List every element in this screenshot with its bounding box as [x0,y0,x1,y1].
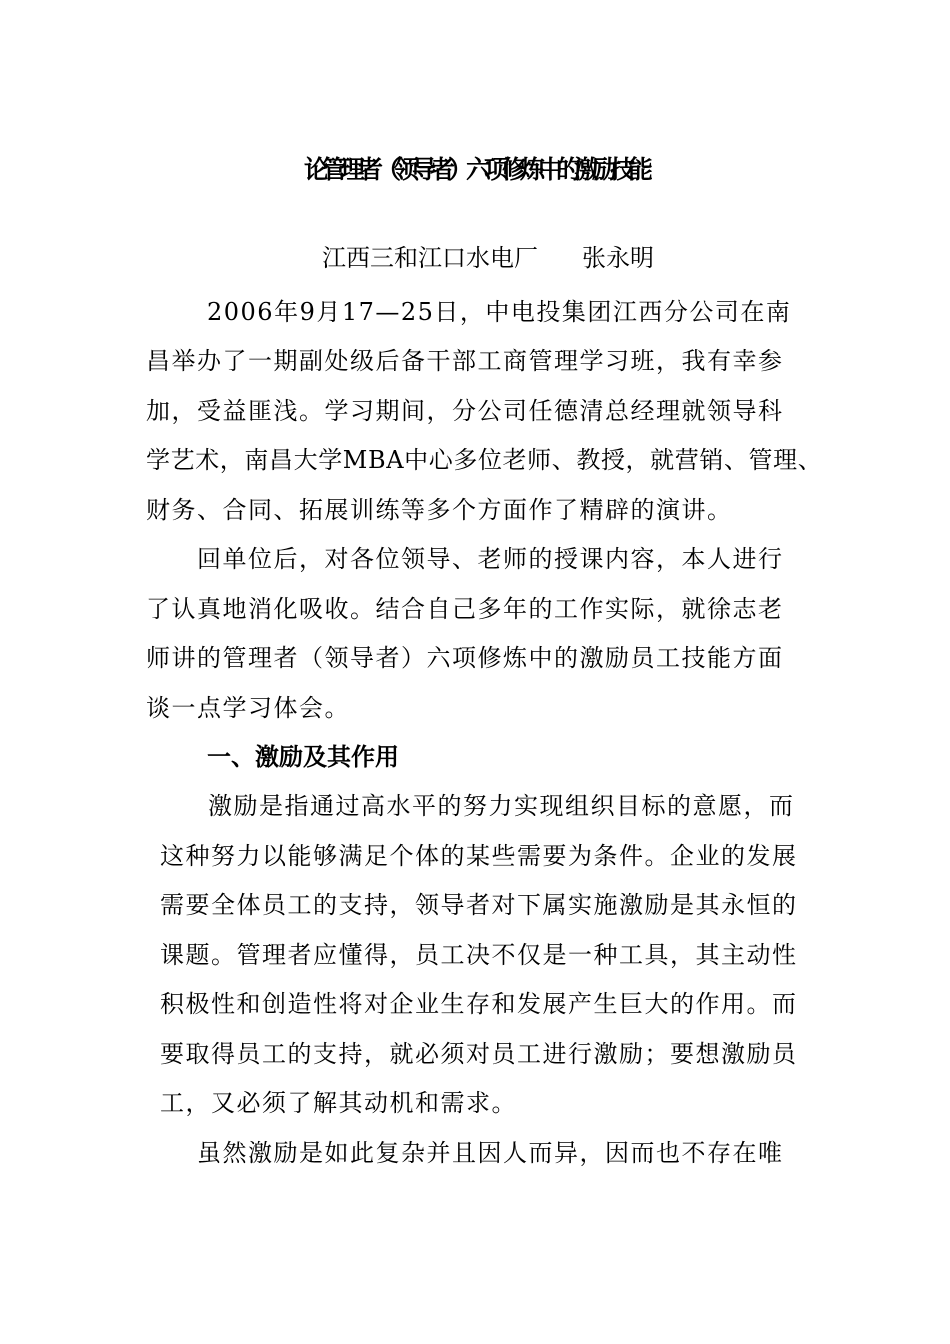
paragraph-2-line-2: 了认真地消化吸收。结合自己多年的工作实际，就徐志老 [146,595,784,623]
paragraph-1-line-5: 财务、合同、拓展训练等多个方面作了精辟的演讲。 [146,496,733,524]
paragraph-2-line-3: 师讲的管理者（领导者）六项修炼中的激励员工技能方面 [146,644,784,672]
author-name: 张永明 [582,244,654,272]
paragraph-2-line-1: 回单位后，对各位领导、老师的授课内容，本人进行 [197,545,784,573]
paragraph-4-line-1: 虽然激励是如此复杂并且因人而异，因而也不存在唯 [197,1139,784,1167]
document-title: 论管理者（领导者）六项修炼中的激励技能 [303,155,646,184]
paragraph-1-line-3: 加，受益匪浅。学习期间，分公司任德清总经理就领导科 [146,397,784,425]
author-organization: 江西三和江口水电厂 [322,244,538,272]
paragraph-1-line-1: 2006年9月17—25日，中电投集团江西分公司在南 [207,298,792,326]
paragraph-3-line-5: 积极性和创造性将对企业生存和发展产生巨大的作用。而 [160,990,798,1018]
paragraph-3-line-3: 需要全体员工的支持，领导者对下属实施激励是其永恒的 [160,891,798,919]
paragraph-3-line-7: 工，又必须了解其动机和需求。 [160,1089,517,1117]
paragraph-3-line-6: 要取得员工的支持，就必须对员工进行激励；要想激励员 [160,1040,798,1068]
author-line [322,238,654,278]
paragraph-3-line-2: 这种努力以能够满足个体的某些需要为条件。企业的发展 [160,842,798,870]
paragraph-2-line-4: 谈一点学习体会。 [146,694,350,722]
paragraph-3-line-4: 课题。管理者应懂得，员工决不仅是一种工具，其主动性 [160,941,798,969]
paragraph-3-line-1: 激励是指通过高水平的努力实现组织目标的意愿，而 [208,792,795,820]
paragraph-1-line-2: 昌举办了一期副处级后备干部工商管理学习班，我有幸参 [146,347,784,375]
paragraph-1-line-4: 学艺术，南昌大学MBA中心多位老师、教授，就营销、管理、 [146,446,823,474]
section-1-heading: 一、激励及其作用 [207,743,399,771]
